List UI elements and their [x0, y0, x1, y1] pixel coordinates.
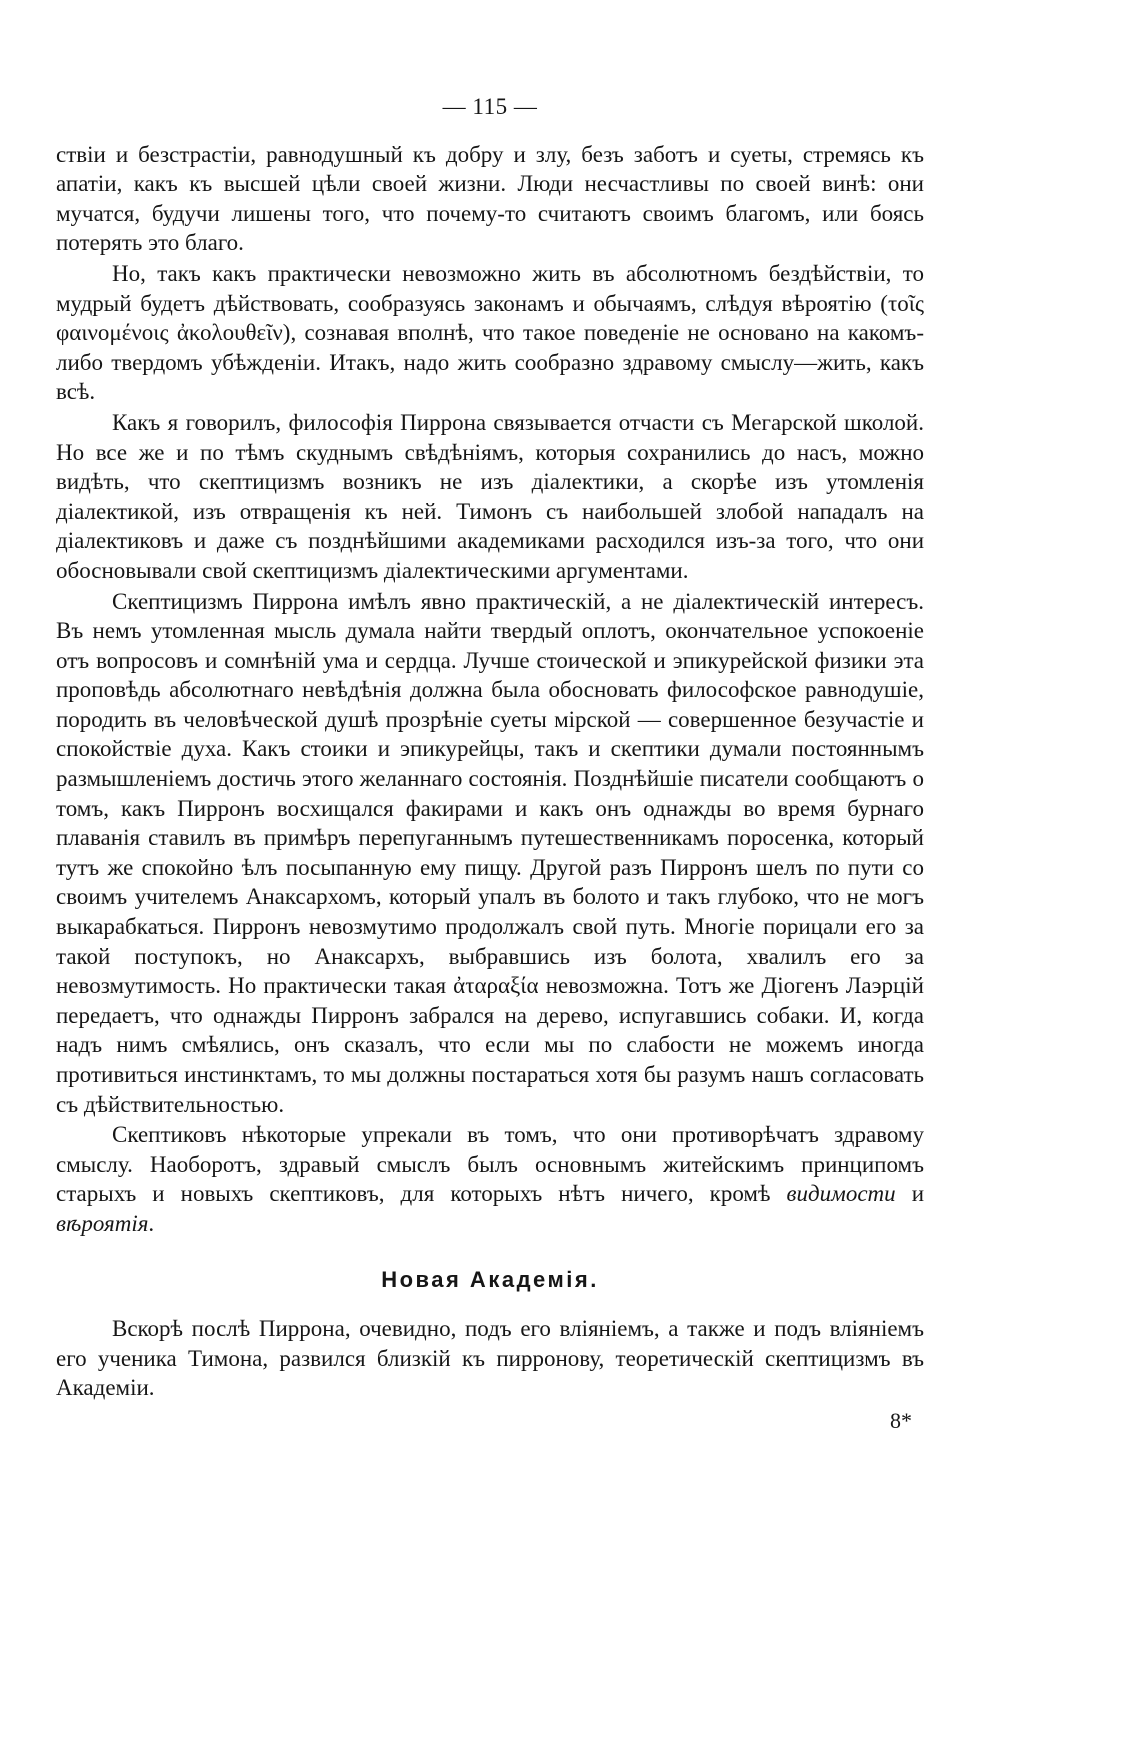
emphasis-probability: вѣроятія: [56, 1210, 149, 1236]
paragraph-5-conjunction: и: [895, 1181, 925, 1207]
paragraph-5-text: Скептиковъ нѣкоторые упрекали въ томъ, что они противорѣчатъ здравому смыслу. Наоборотъ, здравый смыслъ былъ основнымъ житейскимъ принципомъ старыхъ и новыхъ скептиковъ, для которыхъ нѣтъ ничего, кромѣ: [56, 1122, 924, 1207]
paragraph-4: Скептицизмъ Пиррона имѣлъ явно практическій, а не діалектическій интересъ. Въ немъ утомленная мысль думала найти твердый оплотъ, окончательное успокоеніе отъ вопросовъ и сомнѣній ума и сердца. Лучше стоической и эпикурейской физики эта проповѣдь абсолютнаго невѣдѣнія должна была обосновать философское равнодушіе, породить въ человѣческой душѣ прозрѣніе суеты мірской — совершенное безучастіе и спокойствіе духа. Какъ стоики и эпикурейцы, такъ и скептики думали постояннымъ размышленіемъ достичь этого желаннаго состоянія. Позднѣйшіе писатели сообщаютъ о томъ, какъ Пирронъ восхищался факирами и какъ онъ однажды во время бурнаго плаванія ставилъ въ примѣръ перепуганнымъ путешественникамъ поросенка, который тутъ же спокойно ѣлъ посыпанную ему пищу. Другой разъ Пирронъ шелъ по пути со своимъ учителемъ Анаксархомъ, который упалъ въ болото и такъ глубоко, что не могъ выкарабкаться. Пирронъ невозмутимо продолжалъ свой путь. Многіе порицали его за такой поступокъ, но Анаксархъ, выбравшись изъ болота, хвалилъ его за невозмутимость. Но практически такая ἀταραξία невозможна. Тотъ же Діогенъ Лаэрцій передаетъ, что однажды Пирронъ забрался на дерево, испугавшись собаки. И, когда надъ нимъ смѣялись, онъ сказалъ, что если мы по слабости не можемъ иногда противиться инстинктамъ, то мы должны постараться хотя бы разумъ нашъ согласовать съ дѣйствительностью.: [56, 588, 924, 1117]
paragraph-6: Вскорѣ послѣ Пиррона, очевидно, подъ его вліяніемъ, а также и подъ вліяніемъ его ученика Тимона, развился близкій къ пирронову, теоретическій скептицизмъ въ Академіи.: [56, 1316, 924, 1401]
signature-mark: 8*: [890, 1407, 912, 1433]
book-page: [56, 92, 925, 1433]
paragraph-3: Какъ я говорилъ, философія Пиррона связывается отчасти съ Мегарской школой. Но все же и по тѣмъ скуднымъ свѣдѣніямъ, которыя сохранились до насъ, можно видѣть, что скептицизмъ возникъ не изъ діалектики, а скорѣе изъ утомленія діалектикой, изъ отвращенія къ ней. Тимонъ съ наибольшей злобой нападалъ на діалектиковъ и даже съ позднѣйшими академиками расходился изъ-за того, что они обосновывали свой скептицизмъ діалектическими аргументами.: [56, 409, 924, 583]
paragraph-5-end: .: [148, 1210, 155, 1236]
paragraph-5: [56, 1120, 924, 1238]
paragraph-2: Но, такъ какъ практически невозможно жить въ абсолютномъ бездѣйствіи, то мудрый будетъ дѣйствовать, сообразуясь законамъ и обычаямъ, слѣдуя вѣроятію (τοῖς φαινομένοις ἀκολουθεῖν), сознавая вполнѣ, что такое поведеніе не основано на какомъ-либо твердомъ убѣжденіи. Итакъ, надо жить сообразно здравому смыслу—жить, какъ всѣ.: [56, 260, 924, 405]
section-title: Новая Академія.: [381, 1266, 599, 1292]
page-number: — 115 —: [442, 94, 538, 119]
paragraph-1: ствіи и безстрастіи, равнодушный къ добру и злу, безъ заботъ и суеты, стремясь къ апатіи, какъ къ высшей цѣли своей жизни. Люди несчастливы по своей винѣ: они мучатся, будучи лишены того, что почему-то считаютъ своимъ благомъ, или боясь потерять это благо.: [56, 141, 924, 256]
emphasis-visibility: видимости: [786, 1181, 896, 1207]
